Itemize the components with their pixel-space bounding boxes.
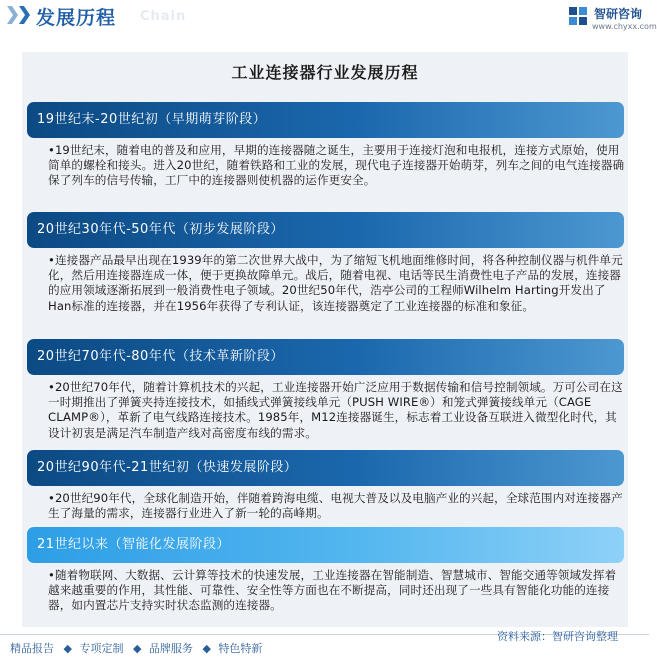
header-watermark: Chain: [140, 9, 187, 24]
diamond-separator-icon: ◆: [132, 642, 142, 655]
diamond-separator-icon: ◆: [202, 642, 211, 655]
stage-text-1: •19世纪末，随着电的普及和应用，早期的连接器随之诞生，主要用于连接灯泡和电报机，连接方式原始，使用简单的螺栓和接头。进入20世纪，随着铁路和工业的发展，现代电子连接器开始萌芽，列车之间的电气连接器确保了列车的信号传输，工厂中的连接器则使机器的运作更安全。: [48, 143, 625, 188]
brand-name: 智研咨询: [594, 7, 643, 21]
stage-header-3: 20世纪70年代-80年代（技术革新阶段）: [27, 339, 624, 375]
data-source: 资料来源：智研咨询整理: [497, 630, 618, 643]
footer-nav: [10, 640, 264, 656]
chevron-right-icon: [7, 6, 18, 24]
footer-link-brand[interactable]: 品牌服务: [148, 642, 193, 655]
stage-header-4: 20世纪90年代-21世纪初（快速发展阶段）: [27, 450, 624, 486]
stage-text-2: •连接器产品最早出现在1939年的第二次世界大战中，为了缩短飞机地面维修时间，将各种控制仪器与机件单元化，然后用连接器连成一体，便于更换故障单元。战后，随着电视、电话等民生消费性电子产品的发展，连接器的应用领域逐渐拓展到一般消费性电子领域。20世纪50年代，浩亭公司的工程师Wilhelm Harting开发出了Han标准的连接器，并在1956年获得了专利认证，该连接器奠定了工业连接器的标准和象征。: [48, 253, 623, 313]
stage-text-5: •随着物联网、大数据、云计算等技术的快速发展，工业连接器在智能制造、智慧城市、智能交通等领域发挥着越来越重要的作用，其性能、可靠性、安全性等方面也在不断提高，同时还出现了一些具有智能化功能的连接器，如内置芯片支持实时状态监测的连接器。: [48, 568, 617, 613]
brand-logo-icon: [568, 6, 588, 26]
panel-title: 工业连接器行业发展历程: [231, 63, 419, 82]
page-header: [0, 0, 657, 36]
stage-text-4: •20世纪90年代，全球化制造开始，伴随着跨海电缆、电视大普及以及电脑产业的兴起，全球范围内对连接器产生了海量的需求，连接器行业进入了新一轮的高峰期。: [48, 491, 623, 521]
footer-link-custom[interactable]: 专项定制: [79, 642, 124, 655]
stage-header-1: 19世纪末-20世纪初（早期萌芽阶段）: [27, 102, 624, 138]
footer-link-special[interactable]: 特色特新: [218, 642, 263, 655]
brand-url: www.chyxx.com: [592, 22, 657, 31]
footer-link-reports[interactable]: 精品报告: [10, 642, 54, 655]
section-title: 发展历程: [36, 7, 117, 29]
stage-text-3: •20世纪70年代，随着计算机技术的兴起，工业连接器开始广泛应用于数据传输和信号控制领域。万可公司在这一时期推出了弹簧夹持连接技术，如插线式弹簧接线单元（PUSH WIRE®）和笼式弹簧接线单元（CAGE CLAMP®），革新了电气线路连接技术。1985年，M12连接器诞生，标志着工业设备互联进入微型化时代，其设计初衷是满足汽车制造产线对高密度布线的需求。: [48, 380, 623, 440]
stage-header-5: 21世纪以来（智能化发展阶段）: [27, 527, 624, 563]
stage-header-2: 20世纪30年代-50年代（初步发展阶段）: [27, 212, 624, 248]
diamond-separator-icon: ◆: [63, 642, 72, 655]
chevron-right-icon: [19, 6, 30, 24]
